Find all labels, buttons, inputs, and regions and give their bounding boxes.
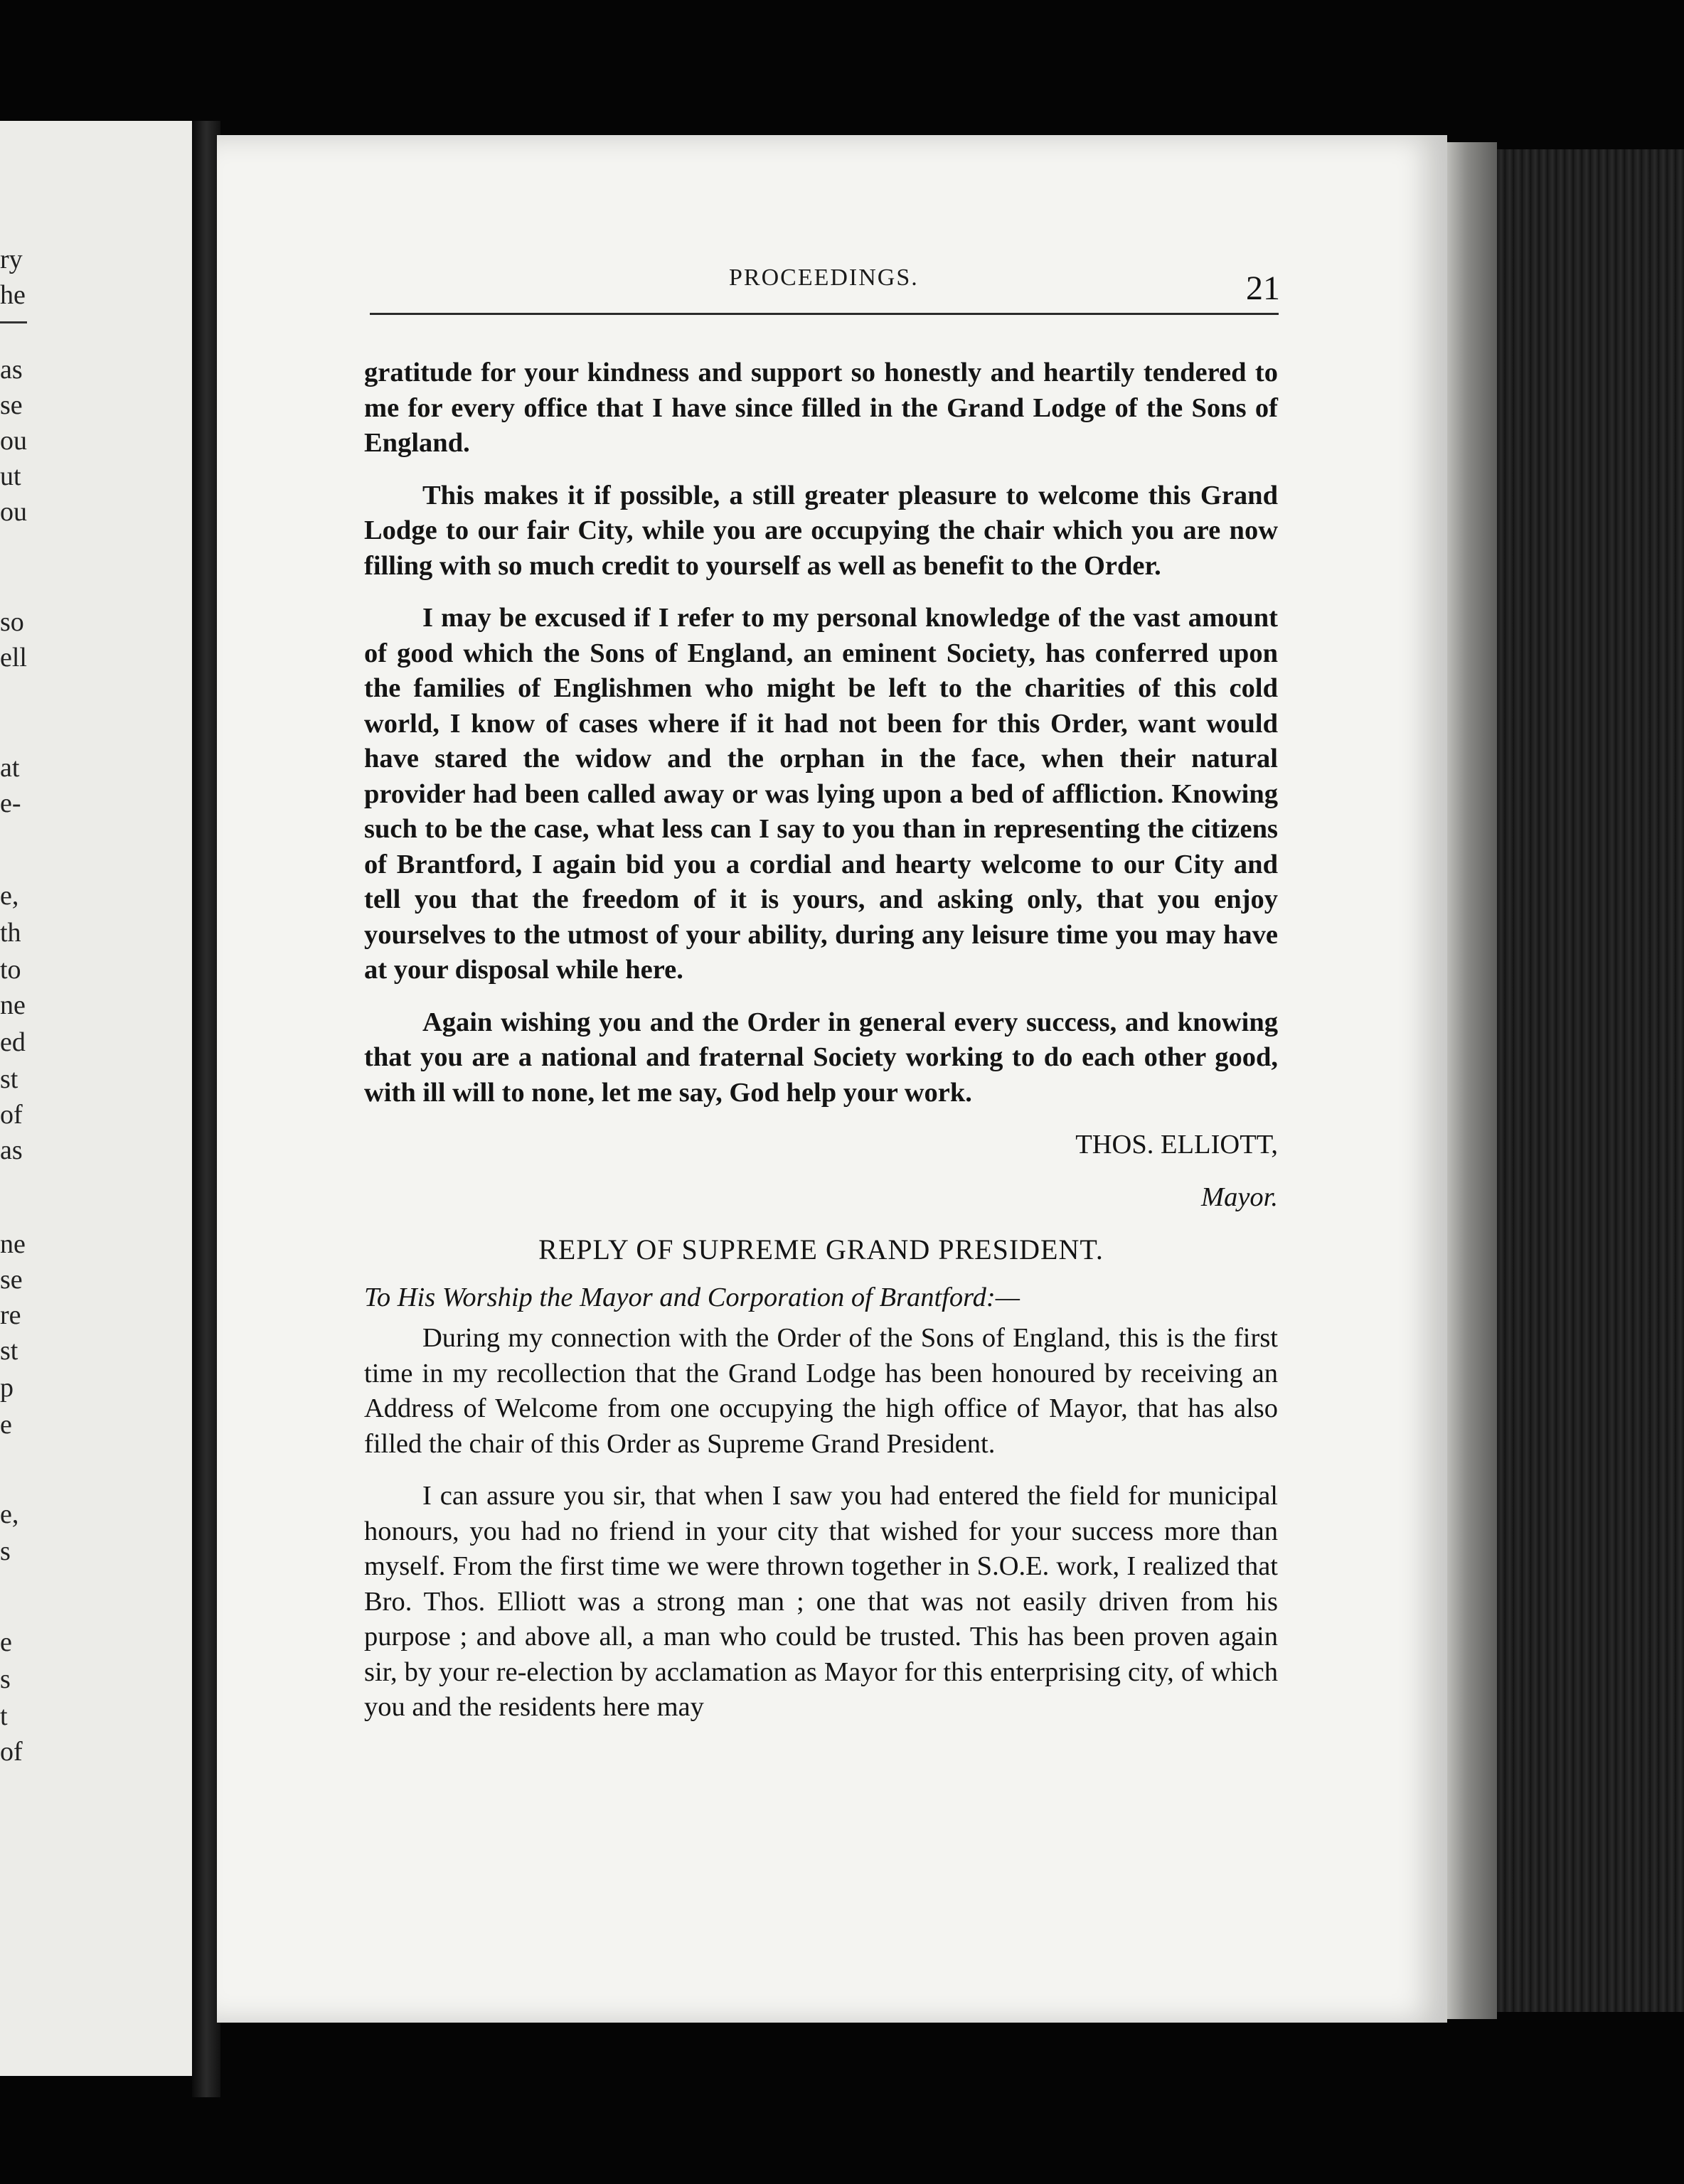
previous-page-fragment-text: s bbox=[0, 1664, 11, 1694]
previous-page-fragment-text: ry bbox=[0, 245, 23, 274]
previous-page-fragment-text: ne bbox=[0, 990, 26, 1020]
previous-page-fragment-text: to bbox=[0, 955, 21, 985]
previous-page-fragment-text: ed bbox=[0, 1027, 26, 1057]
paragraph-welcome: This makes it if possible, a still greater pleasure to welcome this Grand Lodge to our fair City, while you are occupying the chair which you are now filling with so much credit to yourself as well as benefit to the Order. bbox=[364, 480, 1278, 581]
page-stack-edges bbox=[1497, 149, 1684, 2012]
previous-page-fragment-text: of bbox=[0, 1737, 23, 1767]
paragraph-good-works: I may be excused if I refer to my personal knowledge of the vast amount of good which the Sons of England, an eminent Society, has conferred upon the families of Englishmen who might be left to the charities of this cold world, I know of cases where if it had not been for this Order, want would have stared the widow and the orphan in the face, when their natural provider had been called away or was lying upon a bed of affliction. Knowing such to be the case, what less can I say to you than in representing the citizens of Brantford, I again bid you a cordial and hearty welcome to our City and tell you that the freedom of it is yours, and asking only, that you enjoy yourselves to the utmost of your ability, during any leisure time you may have at your disposal while here. bbox=[364, 603, 1278, 985]
previous-page-fragment-text: e- bbox=[0, 788, 21, 818]
previous-page-fragment-text: as bbox=[0, 355, 23, 385]
previous-page-fragment-text: t bbox=[0, 1701, 8, 1731]
signature-name: THOS. ELLIOTT, bbox=[1075, 1130, 1278, 1160]
previous-page-fragment-text: at bbox=[0, 753, 20, 783]
previous-page-fragment-text: ou bbox=[0, 426, 27, 456]
previous-page-fragment-text: ut bbox=[0, 461, 21, 491]
page-edge bbox=[1447, 142, 1497, 2019]
page-number: 21 bbox=[1246, 269, 1280, 307]
running-head: PROCEEDINGS. bbox=[729, 264, 919, 291]
paragraph-reply-intro: During my connection with the Order of the Sons of England, this is the first time in my recollection that the Grand Lodge has been honoured by receiving an Address of Welcome from one occupying the high office of Mayor, that has also filled the chair of this Order as Supreme Grand President. bbox=[364, 1323, 1278, 1459]
paragraph-closing: Again wishing you and the Order in general every success, and knowing that you are a national and fraternal Society working to do each other good, with ill will to none, let me say, God help your work. bbox=[364, 1007, 1278, 1108]
paragraph-reply-assurance: I can assure you sir, that when I saw you had entered the field for municipal honours, you had no friend in your city that wished for your success more than myself. From the first time we were thrown together in S.O.E. work, I realized that Bro. Thos. Elliott was a strong man ; one that was not easily driven from his purpose ; and above all, a man who could be trusted. This has been proven again sir, by your re-election by acclamation as Mayor for this enterprising city, of which you and the residents here may bbox=[364, 1481, 1278, 1722]
previous-page-fragment-text: ell bbox=[0, 643, 27, 673]
previous-page-fragment-text: st bbox=[0, 1336, 18, 1366]
previous-page-fragment bbox=[0, 121, 192, 2076]
previous-page-fragment-text: e bbox=[0, 1410, 12, 1440]
previous-page-fragment-text: e, bbox=[0, 881, 19, 911]
previous-page-fragment-text: as bbox=[0, 1135, 23, 1165]
previous-page-fragment-text: s bbox=[0, 1536, 11, 1566]
previous-page-fragment-text: e bbox=[0, 1627, 12, 1657]
previous-page-fragment-text: so bbox=[0, 607, 24, 637]
previous-page-fragment-text: e, bbox=[0, 1499, 19, 1529]
previous-page-fragment-text: p bbox=[0, 1373, 14, 1403]
previous-page-fragment-text: ou bbox=[0, 497, 27, 527]
header-rule bbox=[370, 313, 1279, 315]
previous-page-rule bbox=[0, 321, 27, 323]
salutation: To His Worship the Mayor and Corporation of Brantford:— bbox=[364, 1282, 1020, 1312]
previous-page-fragment-text: th bbox=[0, 918, 21, 948]
previous-page-fragment-text: re bbox=[0, 1300, 21, 1330]
previous-page-fragment-text: of bbox=[0, 1100, 23, 1130]
section-heading: REPLY OF SUPREME GRAND PRESIDENT. bbox=[538, 1233, 1104, 1265]
previous-page-fragment-text: se bbox=[0, 1265, 23, 1295]
previous-page-fragment-text: st bbox=[0, 1064, 18, 1094]
previous-page-fragment-text: he bbox=[0, 280, 26, 310]
signature-title: Mayor. bbox=[1201, 1182, 1278, 1212]
paragraph-continuation: gratitude for your kindness and support so honestly and heartily tendered to me for every office that I have since filled in the Grand Lodge of the Sons of England. bbox=[364, 358, 1278, 458]
previous-page-fragment-text: se bbox=[0, 390, 23, 420]
book-gutter bbox=[192, 121, 220, 2097]
previous-page-fragment-text: ne bbox=[0, 1229, 26, 1259]
page-body bbox=[364, 355, 1278, 1743]
